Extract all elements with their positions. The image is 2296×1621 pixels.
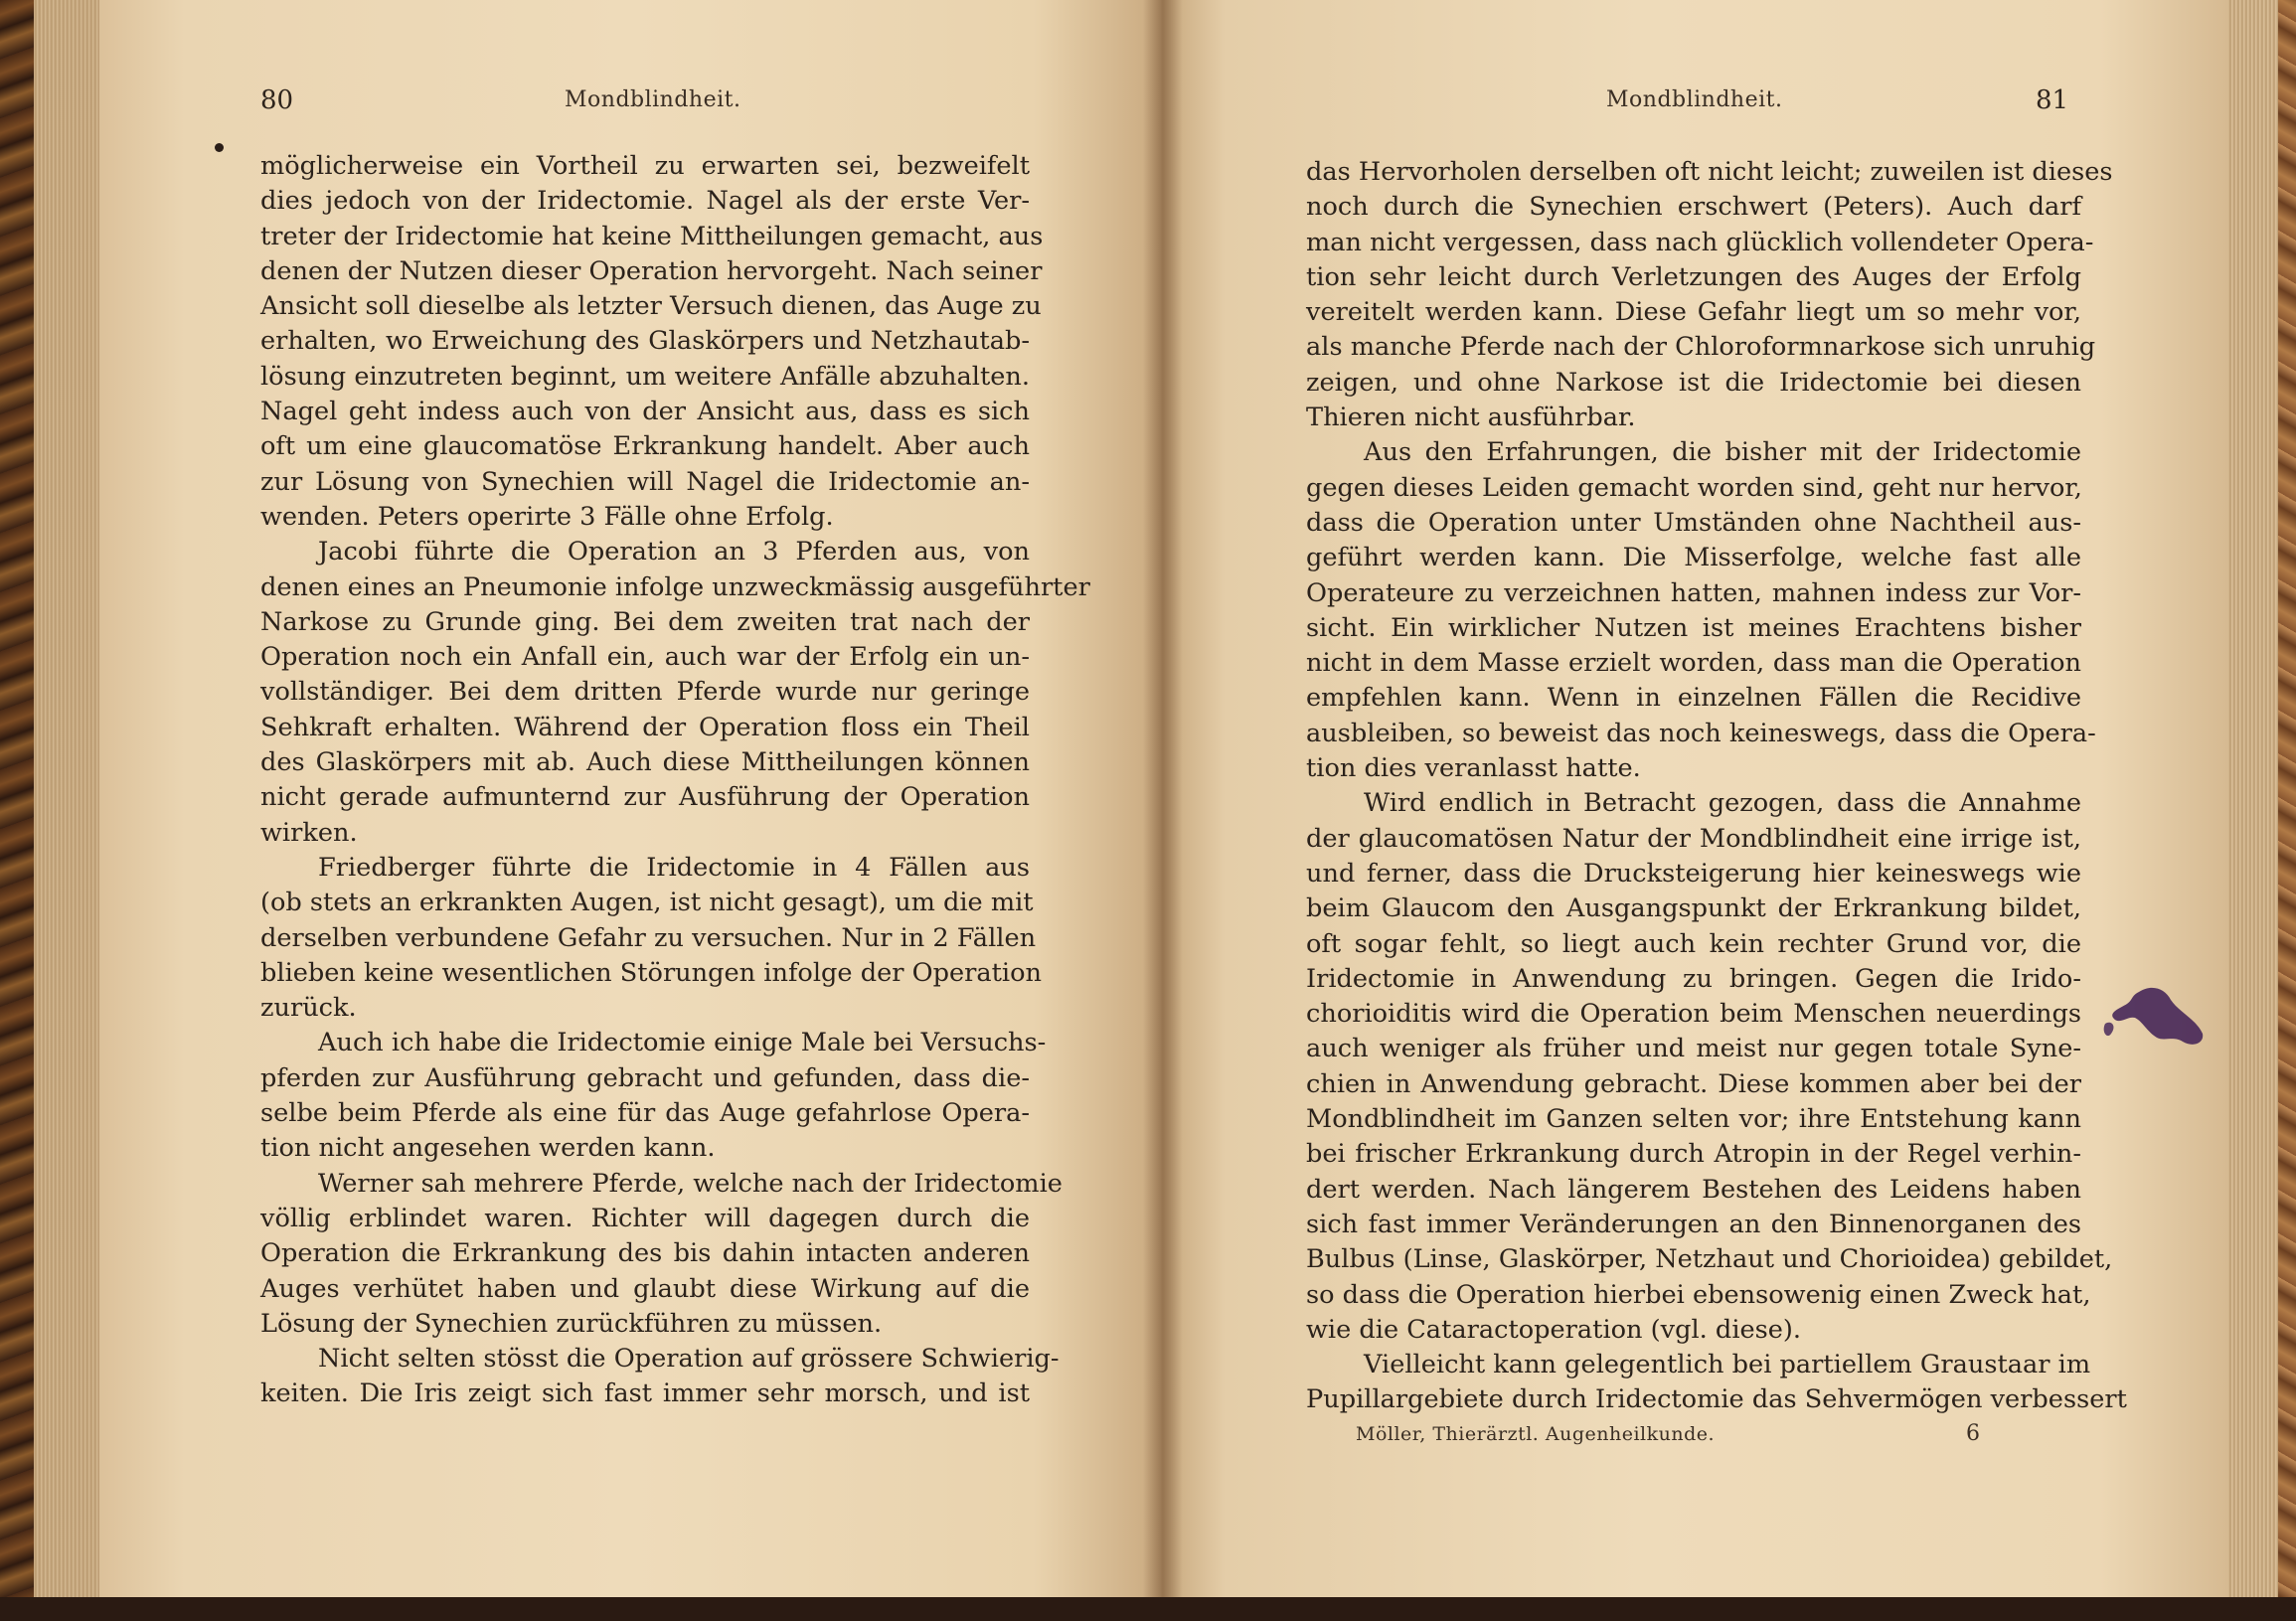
text-line: zur Lösung von Synechien will Nagel die Iridectomie an-: [260, 466, 1030, 497]
text-line: vollständiger. Bei dem dritten Pferde wurde nur geringe: [260, 677, 1030, 708]
text-line: dies jedoch von der Iridectomie. Nagel als der erste Ver-: [260, 186, 1030, 217]
text-line: als manche Pferde nach der Chloroformnarkose sich unruhig: [1306, 332, 2096, 363]
text-line: so dass die Operation hierbei ebensowenig einen Zweck hat,: [1306, 1279, 2091, 1310]
text-line: Wird endlich in Betracht gezogen, dass die Annahme: [1364, 788, 2081, 819]
left-running-head: Mondblindheit.: [565, 87, 741, 112]
text-line: Iridectomie in Anwendung zu bringen. Gegen die Irido-: [1306, 963, 2081, 994]
text-line: Auch ich habe die Iridectomie einige Male bei Versuchs-: [318, 1028, 1047, 1058]
text-line: Bulbus (Linse, Glaskörper, Netzhaut und Chorioidea) gebildet,: [1306, 1244, 2113, 1275]
text-line: treter der Iridectomie hat keine Mittheilungen gemacht, aus: [260, 221, 1044, 251]
text-line: Lösung der Synechien zurückführen zu müssen.: [260, 1308, 883, 1339]
text-line: chorioiditis wird die Operation beim Menschen neuerdings: [1306, 999, 2081, 1030]
text-line: derselben verbundene Gefahr zu versuchen. Nur in 2 Fällen: [260, 922, 1037, 953]
text-line: keiten. Die Iris zeigt sich fast immer sehr morsch, und ist: [260, 1378, 1030, 1409]
ink-stain-splash: [2104, 1023, 2114, 1036]
text-line: (ob stets an erkrankten Augen, ist nicht gesagt), um die mit: [260, 888, 1034, 918]
text-line: Thieren nicht ausführbar.: [1306, 403, 1636, 433]
text-line: nicht gerade aufmunternd zur Ausführung der Operation: [260, 782, 1030, 813]
text-line: Nagel geht indess auch von der Ansicht aus, dass es sich: [260, 397, 1030, 427]
text-line: möglicherweise ein Vortheil zu erwarten sei, bezweifelt: [260, 151, 1030, 181]
right-page-number: 81: [2036, 85, 2069, 115]
text-line: dass die Operation unter Umständen ohne Nachtheil aus-: [1306, 507, 2081, 538]
text-line: Operation noch ein Anfall ein, auch war der Erfolg ein un-: [260, 642, 1030, 673]
text-line: zurück.: [260, 993, 357, 1024]
text-line: der glaucomatösen Natur der Mondblindheit eine irrige ist,: [1306, 823, 2081, 854]
text-line: Auges verhütet haben und glaubt diese Wirkung auf die: [260, 1273, 1030, 1304]
text-line: tion nicht angesehen werden kann.: [260, 1133, 716, 1164]
page-edges-right: [2228, 0, 2278, 1621]
text-line: auch weniger als früher und meist nur gegen totale Syne-: [1306, 1034, 2081, 1064]
text-line: tion dies veranlasst hatte.: [1306, 753, 1641, 784]
text-line: Werner sah mehrere Pferde, welche nach der Iridectomie: [318, 1168, 1063, 1199]
book-gutter: [1143, 0, 1183, 1598]
text-line: Mondblindheit im Ganzen selten vor; ihre Entstehung kann: [1306, 1104, 2081, 1135]
text-line: Nicht selten stösst die Operation auf grössere Schwierig-: [318, 1344, 1060, 1375]
text-line: zeigen, und ohne Narkose ist die Iridectomie bei diesen: [1306, 367, 2081, 398]
text-line: empfehlen kann. Wenn in einzelnen Fällen die Recidive: [1306, 683, 2081, 714]
text-line: oft um eine glaucomatöse Erkrankung handelt. Aber auch: [260, 431, 1030, 462]
ink-stain-shape: [2112, 988, 2203, 1045]
text-line: geführt werden kann. Die Misserfolge, welche fast alle: [1306, 543, 2081, 573]
text-line: pferden zur Ausführung gebracht und gefunden, dass die-: [260, 1062, 1030, 1093]
book-bottom-edge: [0, 1597, 2296, 1621]
text-line: oft sogar fehlt, so liegt auch kein rechter Grund vor, die: [1306, 928, 2081, 959]
text-line: denen eines an Pneumonie infolge unzweckmässig ausgeführter: [260, 571, 1090, 602]
text-line: nicht in dem Masse erzielt worden, dass man die Operation: [1306, 648, 2081, 679]
ink-dot: [215, 143, 224, 152]
left-page-body: [260, 149, 1090, 1412]
ink-stain: [2099, 982, 2205, 1054]
text-line: erhalten, wo Erweichung des Glaskörpers und Netzhautab-: [260, 326, 1030, 357]
text-line: dert werden. Nach längerem Bestehen des Leidens haben: [1306, 1174, 2081, 1205]
text-line: tion sehr leicht durch Verletzungen des Auges der Erfolg: [1306, 261, 2081, 292]
text-line: lösung einzutreten beginnt, um weitere Anfälle abzuhalten.: [260, 361, 1030, 392]
text-line: man nicht vergessen, dass nach glücklich vollendeter Opera-: [1306, 227, 2094, 257]
text-line: sicht. Ein wirklicher Nutzen ist meines Erachtens bisher: [1306, 612, 2081, 643]
text-line: völlig erblindet waren. Richter will dagegen durch die: [260, 1203, 1030, 1233]
text-line: wenden. Peters operirte 3 Fälle ohne Erfolg.: [260, 501, 834, 532]
text-line: Pupillargebiete durch Iridectomie das Sehvermögen verbessert: [1306, 1384, 2127, 1415]
text-line: Friedberger führte die Iridectomie in 4 Fällen aus: [318, 852, 1030, 883]
sheet-number: 6: [1966, 1421, 1980, 1446]
text-line: ausbleiben, so beweist das noch keineswegs, dass die Opera-: [1306, 718, 2096, 748]
text-line: bei frischer Erkrankung durch Atropin in der Regel verhin-: [1306, 1139, 2081, 1170]
text-line: selbe beim Pferde als eine für das Auge gefahrlose Opera-: [260, 1098, 1030, 1129]
left-page-number: 80: [260, 85, 294, 115]
text-line: chien in Anwendung gebracht. Diese kommen aber bei der: [1306, 1068, 2081, 1099]
text-line: Operation die Erkrankung des bis dahin intacten anderen: [260, 1238, 1030, 1269]
text-line: das Hervorholen derselben oft nicht leicht; zuweilen ist dieses: [1306, 157, 2113, 187]
text-line: des Glaskörpers mit ab. Auch diese Mittheilungen können: [260, 747, 1030, 778]
text-line: Sehkraft erhalten. Während der Operation floss ein Theil: [260, 712, 1030, 742]
text-line: Aus den Erfahrungen, die bisher mit der Iridectomie: [1364, 437, 2081, 468]
text-line: Jacobi führte die Operation an 3 Pferden aus, von: [318, 537, 1030, 567]
right-running-head: Mondblindheit.: [1606, 87, 1783, 112]
text-line: Operateure zu verzeichnen hatten, mahnen indess zur Vor-: [1306, 577, 2081, 608]
right-page-body: [1306, 155, 2127, 1418]
text-line: sich fast immer Veränderungen an den Binnenorganen des: [1306, 1209, 2081, 1239]
text-line: wirken.: [260, 817, 358, 848]
text-line: denen der Nutzen dieser Operation hervorgeht. Nach seiner: [260, 255, 1043, 286]
text-line: noch durch die Synechien erschwert (Peters). Auch darf: [1306, 192, 2081, 223]
text-line: Narkose zu Grunde ging. Bei dem zweiten trat nach der: [260, 606, 1030, 637]
text-line: wie die Cataractoperation (vgl. diese).: [1306, 1314, 1802, 1345]
signature-line: Möller, Thierärztl. Augenheilkunde.: [1356, 1423, 1716, 1445]
text-line: Ansicht soll dieselbe als letzter Versuch dienen, das Auge zu: [260, 291, 1042, 322]
text-line: beim Glaucom den Ausgangspunkt der Erkrankung bildet,: [1306, 893, 2081, 924]
text-line: vereitelt werden kann. Diese Gefahr liegt um so mehr vor,: [1306, 297, 2081, 328]
text-line: Vielleicht kann gelegentlich bei partiellem Graustaar im: [1364, 1350, 2091, 1380]
text-line: blieben keine wesentlichen Störungen infolge der Operation: [260, 957, 1042, 988]
text-line: gegen dieses Leiden gemacht worden sind, geht nur hervor,: [1306, 472, 2082, 503]
text-line: und ferner, dass die Drucksteigerung hier keineswegs wie: [1306, 858, 2081, 889]
page-edges-left: [34, 0, 99, 1621]
